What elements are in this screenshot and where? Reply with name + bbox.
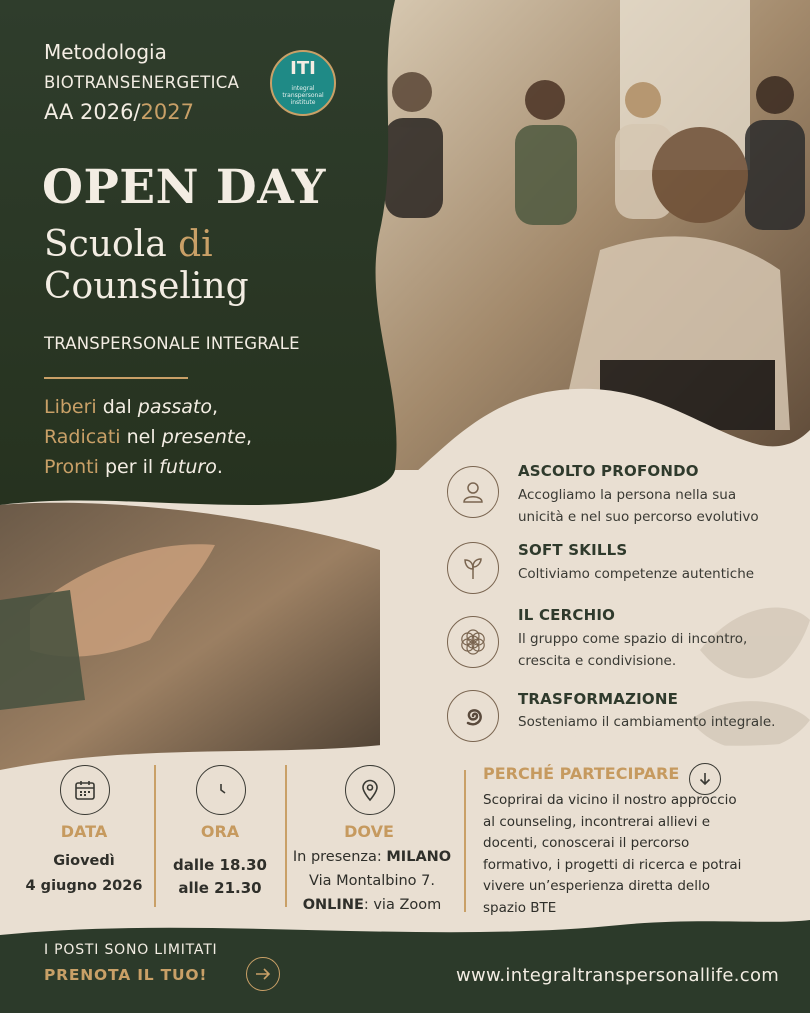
where-label: DOVE (344, 822, 394, 841)
year-highlight: 2027 (140, 100, 194, 124)
why-title: PERCHÉ PARTECIPARE (483, 764, 680, 783)
person-icon (447, 466, 499, 518)
academic-year: AA 2026/2027 (44, 100, 194, 124)
motto-line: Radicati nel presente, (44, 426, 253, 448)
clock-icon (196, 765, 246, 815)
time-start: dalle 18.30 (173, 856, 267, 874)
where-in-person: In presenza: MILANO (292, 849, 452, 865)
book-cta[interactable]: PRENOTA IL TUO! (44, 966, 208, 984)
feature-title: TRASFORMAZIONE (518, 690, 679, 708)
location-pin-icon (345, 765, 395, 815)
calendar-icon (60, 765, 110, 815)
date-day: Giovedì (53, 853, 115, 869)
time-label: ORA (200, 822, 240, 841)
time-end: alle 21.30 (178, 879, 262, 897)
feature-title: SOFT SKILLS (518, 541, 628, 559)
info-divider (464, 770, 466, 912)
counseling-title: Counseling (44, 266, 249, 307)
feature-title: ASCOLTO PROFONDO (518, 462, 699, 480)
subtitle: TRANSPERSONALE INTEGRALE (44, 334, 300, 353)
why-text: Scoprirai da vicino il nostro approccio al counseling, incontrerai allievi e docenti, conoscerai il percorso formativo, i progetti di ricerca e potrai vivere un’esperienza diretta dello spazio BTE (483, 792, 742, 916)
methodology-name: BIOTRANSENERGETICA (44, 73, 240, 92)
open-day-title: OPEN DAY (42, 160, 326, 215)
info-divider (285, 765, 287, 907)
date-value: 4 giugno 2026 (25, 878, 143, 894)
feature-title: IL CERCHIO (518, 606, 616, 624)
feature-desc: Coltiviamo competenze autentiche (518, 566, 755, 582)
title-divider (44, 377, 188, 379)
where-online: ONLINE: via Zoom (302, 897, 442, 913)
sprout-icon (447, 542, 499, 594)
flower-of-life-icon (447, 616, 499, 668)
methodology-label: Metodologia (44, 40, 167, 64)
website-link[interactable]: www.integraltranspersonallife.com (456, 965, 780, 986)
date-label: DATA (60, 822, 108, 841)
feature-desc: Sosteniamo il cambiamento integrale. (518, 714, 776, 730)
feature-desc: Il gruppo come spazio di incontro, crescita e condivisione. (518, 631, 748, 669)
iti-logo: ITI integral transpersonal institute (270, 50, 336, 116)
motto-line: Liberi dal passato, (44, 396, 219, 418)
limited-seats: I POSTI SONO LIMITATI (44, 942, 218, 958)
arrow-right-icon[interactable] (246, 957, 280, 991)
feature-desc: Accogliamo la persona nella sua unicità e nel suo percorso evolutivo (518, 487, 759, 525)
where-address: Via Montalbino 7. (308, 873, 436, 889)
info-divider (154, 765, 156, 907)
school-title: Scuola di (44, 224, 213, 265)
motto-line: Pronti per il futuro. (44, 456, 223, 478)
spiral-icon (447, 690, 499, 742)
